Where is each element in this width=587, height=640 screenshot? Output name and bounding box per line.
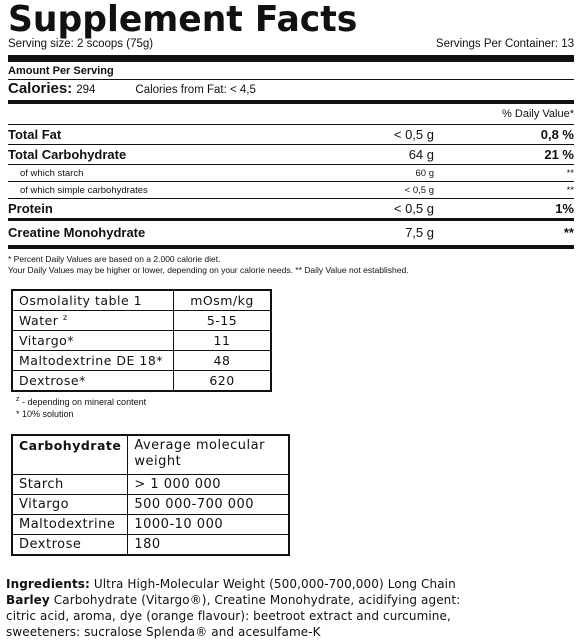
footnote-line: * Percent Daily Values are based on a 2.000 calorie diet. (8, 254, 221, 264)
medium-divider (8, 100, 574, 104)
table-cell: 5-15 (174, 311, 272, 331)
table-row (12, 351, 271, 371)
nutrient-name: Creatine Monohydrate (8, 224, 146, 240)
cell-text: Water (19, 313, 59, 329)
nutrient-row (8, 144, 574, 164)
amount-per-serving: Amount Per Serving (8, 65, 114, 77)
ingredients-line (6, 592, 581, 608)
nutrient-amount: 7,5 g (405, 224, 434, 240)
nutrient-name: Total Carbohydrate (8, 147, 127, 162)
nutrient-amount: < 0,5 g (393, 201, 434, 216)
nutrient-row (8, 198, 574, 218)
table-cell: Vitargo (12, 495, 128, 515)
nutrient-dv: 0,8 % (540, 127, 574, 142)
nutrient-amount: 64 g (408, 147, 434, 162)
superscript-mark: z (62, 312, 68, 322)
supplement-facts-panel (8, 0, 574, 276)
table-cell: Dextrose (12, 535, 128, 556)
table-row (12, 371, 271, 392)
calories-label: Calories: (8, 80, 73, 97)
note-text: - depending on mineral content (19, 397, 147, 407)
table-cell: Dextrose* (12, 371, 174, 392)
table-header-row (12, 290, 271, 311)
table-row (12, 331, 271, 351)
table-header-cell: Average molecular weight (128, 435, 290, 475)
table-cell (12, 311, 174, 331)
table-cell: 620 (174, 371, 272, 392)
table-cell: 1000-10 000 (128, 515, 290, 535)
table-header-cell: Osmolality table 1 (12, 290, 174, 311)
nutrient-dv: ** (566, 184, 574, 196)
serving-size: Serving size: 2 scoops (75g) (8, 38, 154, 50)
table-row (12, 311, 271, 331)
table-row (12, 475, 289, 495)
table-cell: 11 (174, 331, 272, 351)
carbohydrate-table (11, 434, 290, 556)
nutrient-name: Protein (8, 201, 53, 216)
note-line (16, 394, 146, 408)
note-mark: z (16, 396, 20, 403)
note-line: * 10% solution (16, 409, 74, 419)
table-cell: 500 000-700 000 (128, 495, 290, 515)
footnotes (8, 251, 574, 276)
table-header-cell: mOsm/kg (174, 290, 272, 311)
table-cell: Maltodextrine DE 18* (12, 351, 174, 371)
nutrient-sub-row (8, 164, 574, 181)
nutrient-dv: ** (563, 224, 574, 240)
ingredients-label: Barley (6, 593, 50, 607)
nutrient-name: Total Fat (8, 127, 62, 142)
table-row (12, 535, 289, 556)
table-row (12, 515, 289, 535)
nutrient-row (8, 124, 574, 144)
nutrient-sub-row (8, 181, 574, 198)
osmolality-table (11, 289, 272, 392)
medium-divider (8, 245, 574, 249)
footnote-line: Your Daily Values may be higher or lower, depending on your calorie needs. ** Daily Value not established. (8, 265, 409, 275)
table-cell: > 1 000 000 (128, 475, 290, 495)
serving-row (8, 38, 574, 54)
daily-value-header: % Daily Value* (502, 108, 574, 120)
calories-row (8, 80, 574, 98)
nutrient-amount: < 0,5 g (404, 184, 434, 196)
table-header-cell: Carbohydrate (12, 435, 128, 475)
calories-from-fat: Calories from Fat: < 4,5 (135, 84, 256, 96)
ingredients-line (6, 576, 581, 592)
table-cell: Starch (12, 475, 128, 495)
servings-per-container: Servings Per Container: 13 (435, 38, 574, 50)
table-header-row (12, 435, 289, 475)
table-cell: 180 (128, 535, 290, 556)
panel-title: Supplement Facts (8, 0, 358, 40)
ingredients-text (6, 576, 581, 640)
ingredients-line: citric acid, aroma, dye (orange flavour): beetroot extract and curcumine, (6, 609, 451, 623)
nutrient-name: of which simple carbohydrates (20, 184, 148, 196)
nutrient-amount: 60 g (415, 167, 434, 179)
calories-value: 294 (76, 84, 96, 96)
ingredients-label: Ingredients: (6, 577, 90, 591)
table-cell: 48 (174, 351, 272, 371)
osmolality-notes (16, 394, 146, 420)
table-row (12, 495, 289, 515)
table-cell: Vitargo* (12, 331, 174, 351)
nutrient-dv: ** (566, 167, 574, 179)
ingredients-text-span: Ultra High-Molecular Weight (500,000-700,000) Long Chain (89, 577, 456, 591)
nutrient-amount: < 0,5 g (393, 127, 434, 142)
nutrient-dv: 21 % (544, 147, 574, 162)
nutrient-dv: 1% (555, 201, 574, 216)
table-cell: Maltodextrine (12, 515, 128, 535)
thick-divider (8, 55, 574, 62)
nutrient-name: of which starch (20, 167, 84, 179)
ingredients-line: sweeteners: sucralose Splenda® and acesulfame-K (6, 625, 321, 639)
ingredients-text-span: Carbohydrate (Vitargo®), Creatine Monohydrate, acidifying agent: (49, 593, 461, 607)
nutrient-row (8, 218, 574, 243)
